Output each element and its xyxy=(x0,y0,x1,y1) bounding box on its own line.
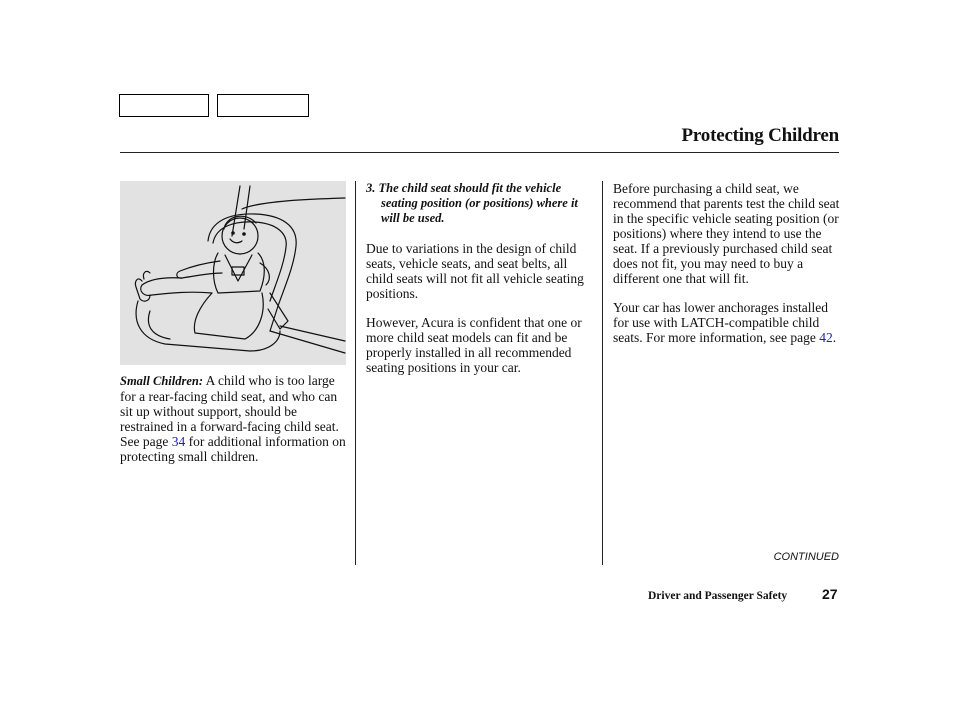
column-divider-1 xyxy=(355,181,356,565)
column-divider-2 xyxy=(602,181,603,565)
title-rule xyxy=(120,152,839,153)
child-seat-illustration xyxy=(120,181,346,365)
page-42-link[interactable]: 42 xyxy=(819,330,833,345)
latch-text: Your car has lower anchorages installed for use with LATCH-compatible child seats. For more information, see page xyxy=(613,300,828,345)
small-children-text: A child who is too large for a rear-facing child seat, and who can sit up without support, should be restrained in a forward-facing child seat. See page xyxy=(120,373,339,449)
section-name: Driver and Passenger Safety xyxy=(648,590,788,602)
column-seat-fit xyxy=(366,181,596,389)
confidence-paragraph: However, Acura is confident that one or more child seat models can fit and be properly installed in all recommended seating positions in your car. xyxy=(366,315,582,375)
small-children-heading: Small Children: xyxy=(120,374,204,388)
latch-paragraph xyxy=(613,300,841,345)
nav-box-left[interactable] xyxy=(119,94,209,117)
step-3-instruction: 3. The child seat should fit the vehicle seating position (or positions) where it will be used. xyxy=(366,181,578,225)
small-children-paragraph xyxy=(120,373,346,464)
column-small-children xyxy=(120,373,346,478)
small-children-text-end: for additional information on protecting small children. xyxy=(120,434,346,464)
nav-box-right[interactable] xyxy=(217,94,309,117)
column-purchasing xyxy=(613,181,841,359)
latch-text-end: . xyxy=(832,330,837,345)
page-34-link[interactable]: 34 xyxy=(171,434,186,449)
page-title: Protecting Children xyxy=(681,125,839,146)
continued-label: CONTINUED xyxy=(773,551,839,563)
page-number: 27 xyxy=(822,586,838,602)
purchasing-paragraph: Before purchasing a child seat, we recommend that parents test the child seat in the specific vehicle seating position (or positions) where they intend to use the seat. If a previously purchased child seat does not fit, you may need to buy a different one that will fit. xyxy=(613,181,840,286)
variations-paragraph: Due to variations in the design of child seats, vehicle seats, and seat belts, all child seats will not fit all vehicle seating positions. xyxy=(366,241,584,301)
child-in-forward-facing-seat-icon xyxy=(120,181,346,365)
